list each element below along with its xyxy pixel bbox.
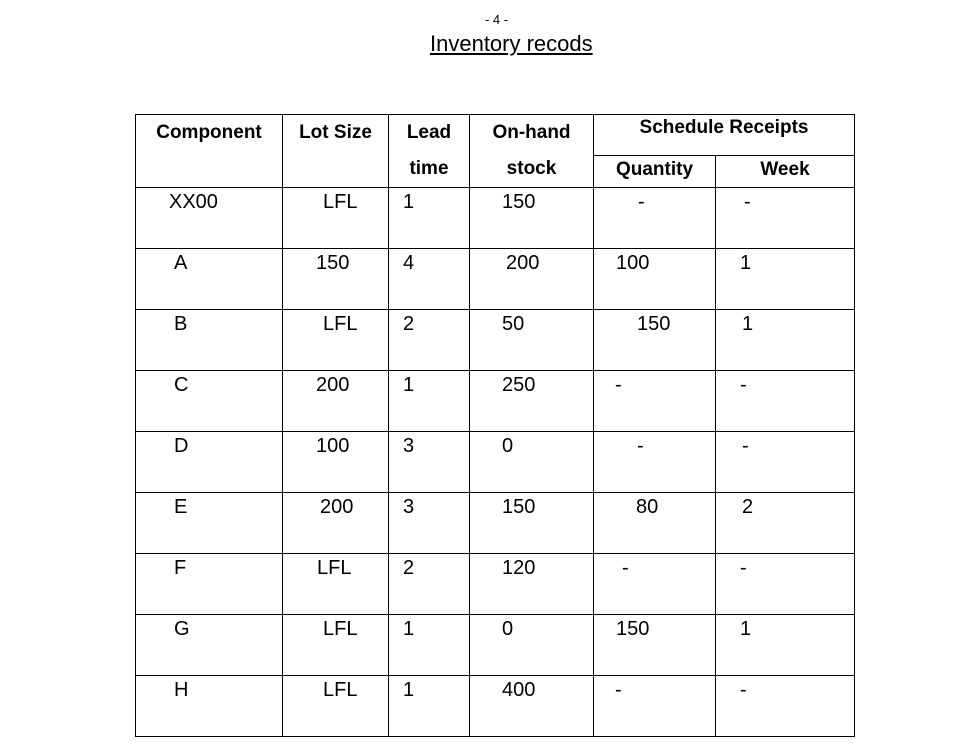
cell-on-hand: 0 (470, 432, 594, 493)
cell-component: D (136, 432, 283, 493)
cell-on-hand: 120 (470, 554, 594, 615)
table-row (136, 310, 855, 371)
cell-component: H (136, 676, 283, 737)
cell-quantity: 150 (594, 310, 716, 371)
table-row (136, 432, 855, 493)
cell-lot-size: LFL (283, 676, 389, 737)
cell-lot-size: 150 (283, 249, 389, 310)
cell-on-hand: 150 (470, 188, 594, 249)
header-schedule-receipts: Schedule Receipts (594, 115, 855, 156)
cell-lead-time: 1 (389, 676, 470, 737)
header-quantity: Quantity (594, 156, 716, 188)
cell-week: 1 (716, 249, 855, 310)
cell-quantity: - (594, 188, 716, 249)
cell-lead-time: 4 (389, 249, 470, 310)
cell-quantity: - (594, 554, 716, 615)
cell-week: - (716, 371, 855, 432)
cell-on-hand: 50 (470, 310, 594, 371)
cell-on-hand: 150 (470, 493, 594, 554)
cell-on-hand: 0 (470, 615, 594, 676)
cell-component: F (136, 554, 283, 615)
cell-component: C (136, 371, 283, 432)
cell-lot-size: 200 (283, 371, 389, 432)
cell-component: E (136, 493, 283, 554)
table-row (136, 676, 855, 737)
table-row (136, 554, 855, 615)
table-row (136, 615, 855, 676)
cell-lot-size: LFL (283, 310, 389, 371)
table-row (136, 249, 855, 310)
table-row (136, 188, 855, 249)
cell-lot-size: 200 (283, 493, 389, 554)
cell-week: - (716, 554, 855, 615)
cell-lot-size: LFL (283, 188, 389, 249)
cell-week: 2 (716, 493, 855, 554)
cell-week: - (716, 432, 855, 493)
cell-quantity: 150 (594, 615, 716, 676)
header-lead-time: Lead time (389, 115, 470, 188)
table-row (136, 493, 855, 554)
table-row (136, 371, 855, 432)
inventory-table (135, 114, 855, 737)
cell-lot-size: 100 (283, 432, 389, 493)
cell-quantity: - (594, 676, 716, 737)
cell-lead-time: 3 (389, 432, 470, 493)
cell-lead-time: 1 (389, 371, 470, 432)
header-component: Component (136, 115, 283, 188)
cell-on-hand: 250 (470, 371, 594, 432)
cell-quantity: 100 (594, 249, 716, 310)
cell-lot-size: LFL (283, 554, 389, 615)
cell-quantity: 80 (594, 493, 716, 554)
header-row-main (136, 115, 855, 156)
cell-component: XX00 (136, 188, 283, 249)
cell-component: B (136, 310, 283, 371)
cell-on-hand: 200 (470, 249, 594, 310)
cell-on-hand: 400 (470, 676, 594, 737)
page-number: - 4 - (484, 12, 509, 27)
cell-component: G (136, 615, 283, 676)
cell-week: - (716, 188, 855, 249)
cell-lead-time: 3 (389, 493, 470, 554)
header-lot-size: Lot Size (283, 115, 389, 188)
cell-lead-time: 2 (389, 554, 470, 615)
cell-week: 1 (716, 310, 855, 371)
header-week: Week (716, 156, 855, 188)
cell-component: A (136, 249, 283, 310)
cell-quantity: - (594, 371, 716, 432)
page-title: Inventory recods (430, 31, 593, 56)
cell-lead-time: 2 (389, 310, 470, 371)
cell-lot-size: LFL (283, 615, 389, 676)
cell-lead-time: 1 (389, 188, 470, 249)
cell-week: - (716, 676, 855, 737)
cell-lead-time: 1 (389, 615, 470, 676)
cell-week: 1 (716, 615, 855, 676)
header-on-hand-stock: On-hand stock (470, 115, 594, 188)
cell-quantity: - (594, 432, 716, 493)
